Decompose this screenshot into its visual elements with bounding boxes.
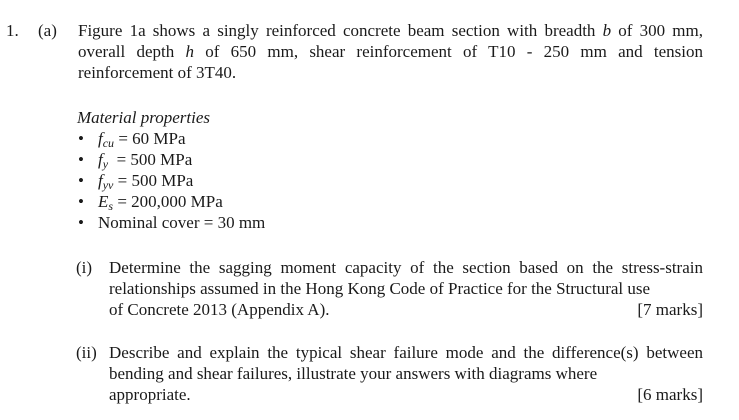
bullet-icon: •: [78, 129, 84, 148]
depth-symbol: h: [185, 42, 194, 61]
bullet-icon: •: [78, 192, 84, 211]
subquestion-ii: [76, 342, 703, 405]
material-properties-title: Material properties: [77, 108, 210, 127]
bullet-icon: •: [78, 150, 84, 169]
question-intro: [78, 20, 703, 83]
property-subscript: cu: [102, 136, 115, 150]
question-part: (a): [38, 21, 57, 40]
property-symbol: E: [98, 192, 109, 211]
property-symbol: f: [98, 129, 103, 148]
intro-paragraph: [78, 20, 703, 83]
property-fyv: [76, 170, 265, 191]
property-subscript: yv: [102, 178, 114, 192]
material-properties-list: [76, 128, 265, 233]
intro-text-3: of 650 mm, shear reinforcement of T10 - 250 mm and tension reinforcement of 3T40.: [78, 42, 704, 82]
property-symbol: f: [98, 171, 103, 190]
subquestion-i: [76, 257, 703, 320]
bullet-icon: •: [78, 213, 84, 232]
subquestion-text-last: of Concrete 2013 (Appendix A).: [109, 300, 330, 319]
property-value: = 200,000 MPa: [113, 192, 223, 211]
marks-label: [7 marks]: [637, 300, 703, 319]
marks-label: [6 marks]: [637, 385, 703, 404]
bullet-icon: •: [78, 171, 84, 190]
property-symbol: f: [98, 150, 103, 169]
property-subscript: y: [102, 157, 109, 171]
intro-text-1: Figure 1a shows a singly reinforced concrete beam section with breadth: [78, 21, 603, 40]
intro-text-2: of 300 mm, overall depth: [78, 21, 704, 61]
property-value: Nominal cover = 30 mm: [98, 213, 266, 232]
subquestion-text: Describe and explain the typical shear failure mode and the difference(s) between bending and shear failures, illustrate your answers with diagrams where: [109, 343, 703, 383]
breadth-symbol: b: [602, 21, 612, 40]
property-value: = 60 MPa: [114, 129, 186, 148]
property-es: [76, 191, 265, 212]
property-nominal-cover: [76, 212, 265, 233]
property-subscript: s: [108, 199, 114, 213]
property-value: = 500 MPa: [113, 171, 194, 190]
subquestion-text-last: appropriate.: [109, 385, 191, 404]
property-fcu: [76, 128, 265, 149]
subquestion-label: (i): [76, 258, 93, 277]
property-value: = 500 MPa: [108, 150, 193, 169]
question-number: 1.: [6, 21, 19, 40]
subquestion-label: (ii): [76, 343, 97, 362]
property-fy: [76, 149, 265, 170]
subquestion-text: Determine the sagging moment capacity of the section based on the stress-strain relationships assumed in the Hong Kong Code of Practice for the Structural use: [109, 258, 703, 298]
